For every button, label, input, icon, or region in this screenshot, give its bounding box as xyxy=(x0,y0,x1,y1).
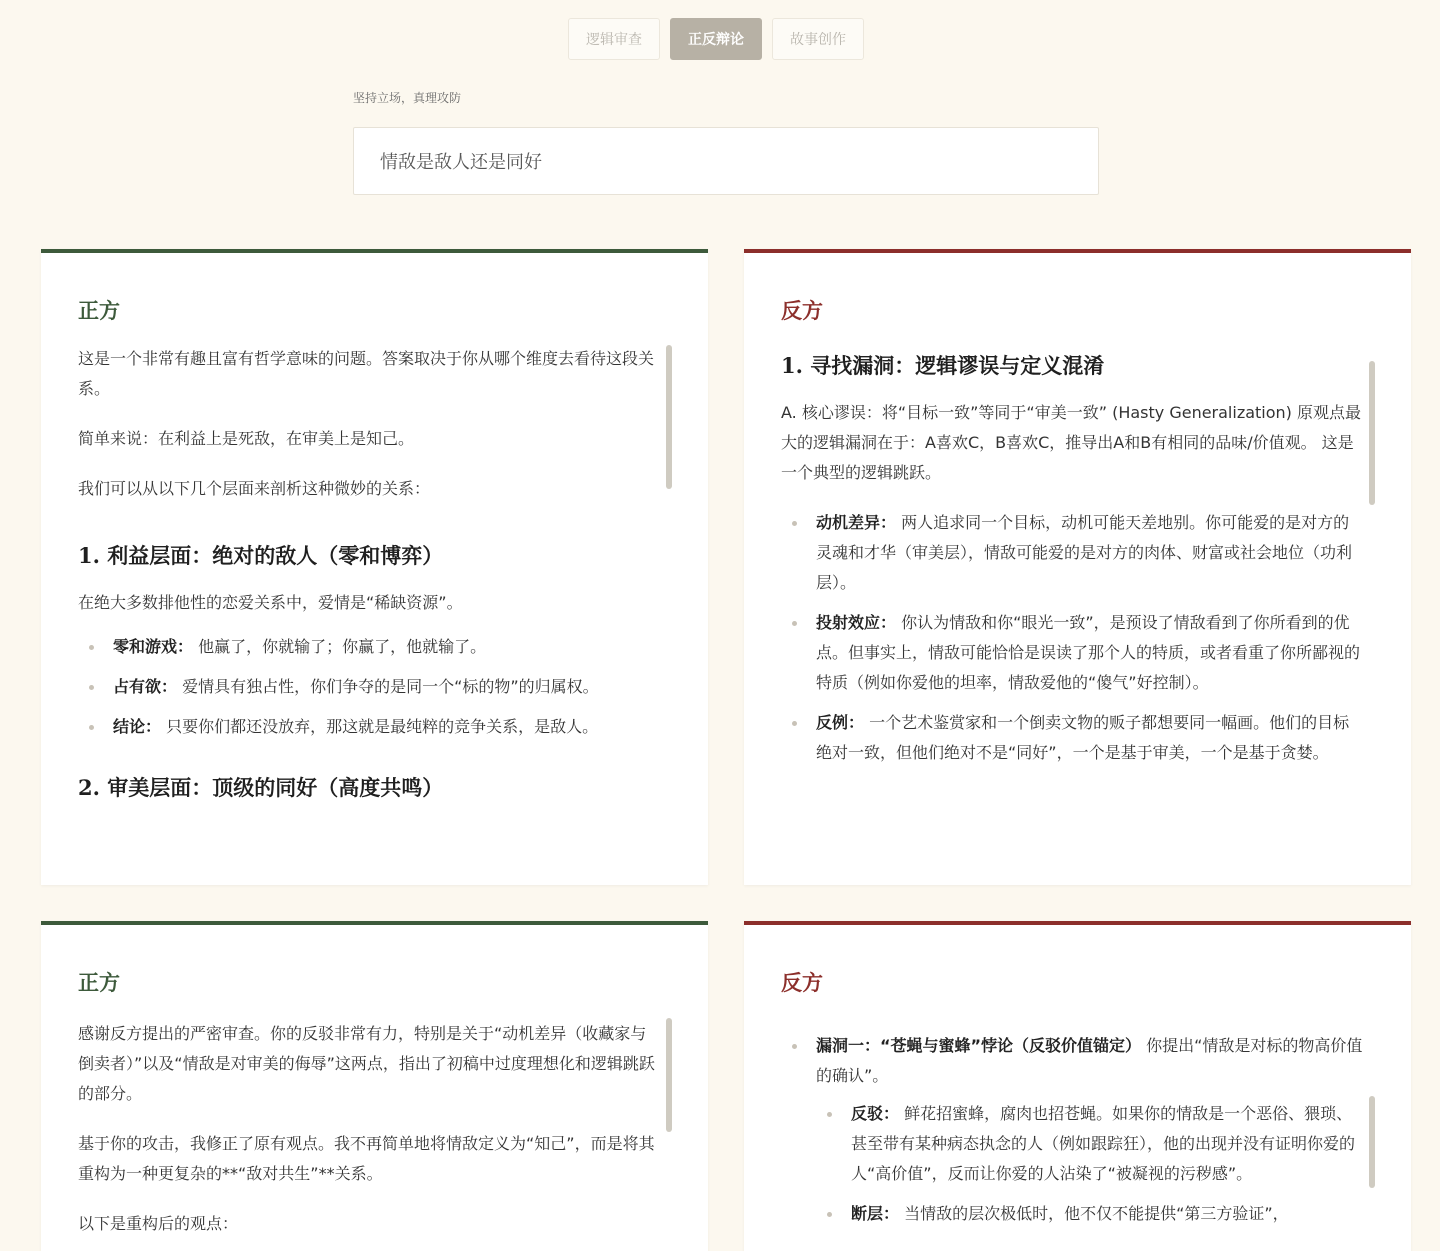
point-term: 投射效应： xyxy=(816,613,897,632)
list-item xyxy=(78,672,662,702)
list-item xyxy=(781,1031,1365,1229)
point-term: 占有欲： xyxy=(113,677,178,696)
point-term: 反驳： xyxy=(851,1104,900,1123)
scrollbar[interactable] xyxy=(1369,1096,1375,1188)
pro-content[interactable] xyxy=(78,1019,662,1251)
list-item xyxy=(781,508,1365,598)
pro-content[interactable] xyxy=(78,344,662,885)
tab-story[interactable]: 故事创作 xyxy=(772,18,864,60)
pro-title: 正方 xyxy=(78,298,120,323)
pro-title: 正方 xyxy=(78,970,120,995)
point-term: 反例： xyxy=(816,713,865,732)
scrollbar[interactable] xyxy=(666,345,672,489)
point-text: 你提出“情敌是对标的物高价值的确认”。 xyxy=(816,1036,1363,1085)
con-content[interactable] xyxy=(781,350,1365,885)
list-item xyxy=(781,708,1365,768)
paragraph: 我们可以从以下几个层面来剖析这种微妙的关系： xyxy=(78,479,431,498)
point-term: 断层： xyxy=(851,1204,900,1223)
mode-tabs xyxy=(568,18,864,60)
point-text: 爱情具有独占性，你们争夺的是同一个“标的物”的归属权。 xyxy=(177,677,599,696)
paragraph: 感谢反方提出的严密审查。你的反驳非常有力，特别是关于“动机差异（收藏家与倒卖者）”以及“情敌是对审美的侮辱”这两点，指出了初稿中过度理想化和逻辑跳跃的部分。 xyxy=(78,1024,655,1103)
point-text: 当情敌的层次极低时，他不仅不能提供“第三方验证”， xyxy=(899,1204,1289,1223)
paragraph: 以下是重构后的观点： xyxy=(78,1214,239,1233)
point-text: 鲜花招蜜蜂，腐肉也招苍蝇。如果你的情敌是一个恶俗、猥琐、甚至带有某种病态执念的人（例如跟踪狂），他的出现并没有证明你爱的人“高价值”，反而让你爱的人沾染了“被凝视的污秽感”。 xyxy=(851,1104,1356,1183)
sub-point-list xyxy=(816,1099,1365,1229)
point-text: 两人追求同一个目标，动机可能天差地别。你可能爱的是对方的灵魂和才华（审美层），情敌可能爱的是对方的肉体、财富或社会地位（功利层）。 xyxy=(816,513,1353,592)
point-list xyxy=(781,1031,1365,1229)
section-heading: 1. 寻找漏洞：逻辑谬误与定义混淆 xyxy=(781,353,1105,378)
list-item xyxy=(78,712,662,742)
con-card-round-2 xyxy=(744,921,1411,1251)
topic-input[interactable] xyxy=(353,127,1099,195)
point-text: 你认为情敌和你“眼光一致”，是预设了情敌看到了你所看到的优点。但事实上，情敌可能恰恰是误读了那个人的特质，或者看重了你所鄙视的特质（例如你爱他的坦率，情敌爱他的“傻气”好控制）。 xyxy=(816,613,1361,692)
paragraph: 这是一个非常有趣且富有哲学意味的问题。答案取决于你从哪个维度去看待这段关系。 xyxy=(78,349,655,398)
mode-subtitle: 坚持立场，真理攻防 xyxy=(353,91,462,105)
list-item xyxy=(781,608,1365,698)
point-term: 零和游戏： xyxy=(113,637,194,656)
point-term: 结论： xyxy=(113,717,162,736)
con-title: 反方 xyxy=(781,298,823,323)
section-heading: 2. 审美层面：顶级的同好（高度共鸣） xyxy=(78,775,444,800)
list-item xyxy=(816,1199,1365,1229)
con-content[interactable] xyxy=(781,1031,1365,1251)
point-term: 动机差异： xyxy=(816,513,897,532)
paragraph: 基于你的攻击，我修正了原有观点。我不再简单地将情敌定义为“知己”，而是将其重构为一种更复杂的**“敌对共生”**关系。 xyxy=(78,1134,655,1183)
paragraph: 简单来说：在利益上是死敌，在审美上是知己。 xyxy=(78,429,415,448)
tab-logic-review[interactable]: 逻辑审查 xyxy=(568,18,660,60)
topic-text: 情敌是敌人还是同好 xyxy=(380,152,542,173)
list-item xyxy=(816,1099,1365,1189)
pro-card-round-1 xyxy=(41,249,708,885)
point-text: 他赢了，你就输了；你赢了，他就输了。 xyxy=(193,637,487,656)
point-list xyxy=(78,632,662,742)
paragraph: 在绝大多数排他性的恋爱关系中，爱情是“稀缺资源”。 xyxy=(78,593,463,612)
point-text: 只要你们都还没放弃，那这就是最纯粹的竞争关系，是敌人。 xyxy=(161,717,599,736)
point-list xyxy=(781,508,1365,768)
list-item xyxy=(78,632,662,662)
scrollbar[interactable] xyxy=(1369,361,1375,505)
con-card-round-1 xyxy=(744,249,1411,885)
paragraph: A. 核心谬误：将“目标一致”等同于“审美一致” (Hasty Generalization) 原观点最大的逻辑漏洞在于：A喜欢C，B喜欢C，推导出A和B有相同的品味/价值观。 这是一个典型的逻辑跳跃。 xyxy=(781,403,1362,482)
con-title: 反方 xyxy=(781,970,823,995)
pro-card-round-2 xyxy=(41,921,708,1251)
tab-debate[interactable]: 正反辩论 xyxy=(670,18,762,60)
point-text: 一个艺术鉴赏家和一个倒卖文物的贩子都想要同一幅画。他们的目标绝对一致，但他们绝对不是“同好”，一个是基于审美，一个是基于贪婪。 xyxy=(816,713,1350,762)
section-heading: 1. 利益层面：绝对的敌人（零和博弈） xyxy=(78,543,444,568)
point-term: 漏洞一：“苍蝇与蜜蜂”悖论（反驳价值锚定） xyxy=(816,1036,1142,1055)
scrollbar[interactable] xyxy=(666,1018,672,1132)
